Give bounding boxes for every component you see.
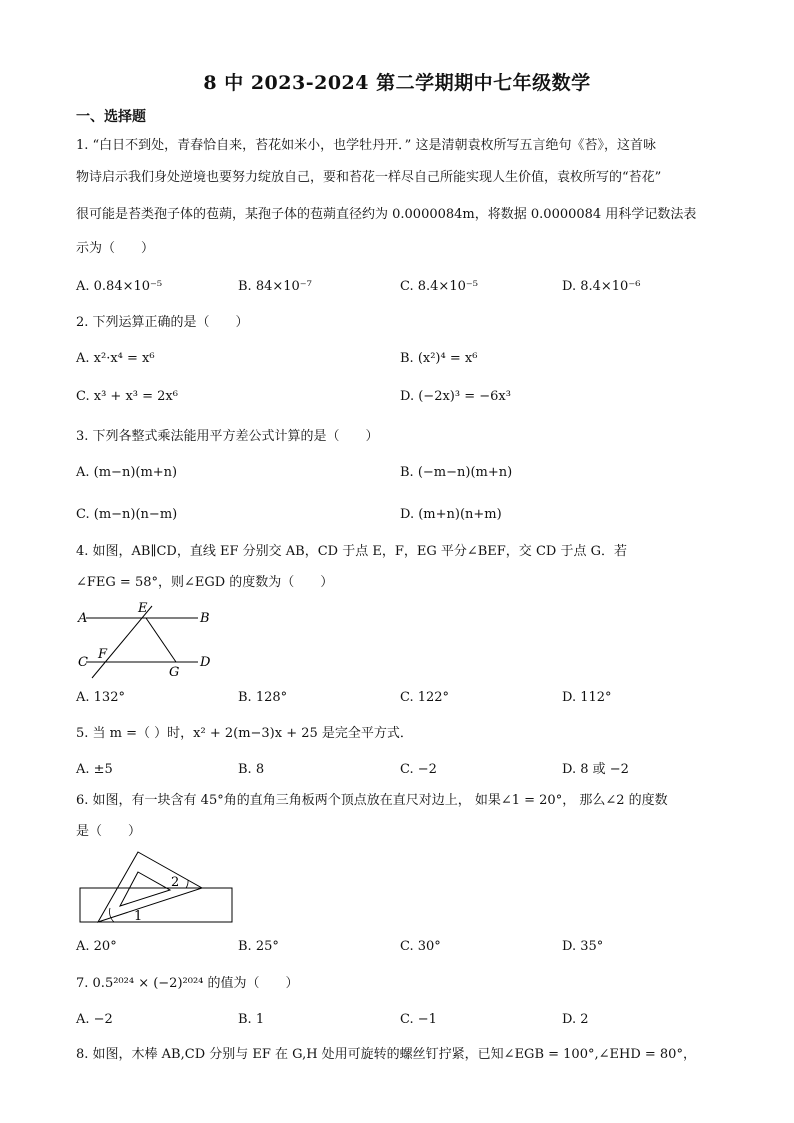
q3-option-d: D. (m+n)(n+m) [400,507,502,522]
q4-option-a: A. 132° [76,690,125,705]
q3-option-a: A. (m−n)(m+n) [76,465,178,480]
q2-option-a: A. x²·x⁴ = x⁶ [76,351,155,366]
page-title: 8 中 2023-2024 第二学期期中七年级数学 [203,72,591,94]
line-ef [92,606,152,678]
label-b: B [200,611,210,626]
q7-option-c: C. −1 [400,1012,437,1027]
q5-option-a: A. ±5 [76,762,113,777]
q1-line3: 很可能是苔类孢子体的苞蒴，某孢子体的苞蒴直径约为 0.0000084m，将数据 0.0000084 用科学记数法表 [76,207,697,222]
q1-line2: 物诗启示我们身处逆境也要努力绽放自己，要和苔花一样尽自己所能实现人生价值，袁枚所写的“苔花” [76,170,662,185]
label-d: D [200,655,211,670]
q1-option-d: D. 8.4×10⁻⁶ [562,279,641,294]
q2-option-d: D. (−2x)³ = −6x³ [400,389,511,404]
q6-figure [76,850,246,926]
q6-option-d: D. 35° [562,939,604,954]
q2-option-c: C. x³ + x³ = 2x⁶ [76,389,178,404]
q5-stem: 5. 当 m =（ ）时，x² + 2(m−3)x + 25 是完全平方式． [76,726,413,741]
label-c: C [78,655,88,670]
q4-figure [72,598,222,680]
q4-line2: ∠FEG = 58°，则∠EGD 的度数为（ ） [76,575,334,590]
q7-option-a: A. −2 [76,1012,113,1027]
q7-option-d: D. 2 [562,1012,589,1027]
q3-option-b: B. (−m−n)(m+n) [400,465,513,480]
angle-1-arc [109,908,114,922]
q4-option-b: B. 128° [238,690,288,705]
q6-line2: 是（ ） [76,824,142,839]
q3-option-c: C. (m−n)(n−m) [76,507,178,522]
q7-stem: 7. 0.5²⁰²⁴ × (−2)²⁰²⁴ 的值为（ ） [76,976,299,991]
q7-option-b: B. 1 [238,1012,265,1027]
q1-option-b: B. 84×10⁻⁷ [238,279,312,294]
q5-option-c: C. −2 [400,762,437,777]
q6-option-b: B. 25° [238,939,279,954]
q2-stem: 2. 下列运算正确的是（ ） [76,315,249,330]
q3-stem: 3. 下列各整式乘法能用平方差公式计算的是（ ） [76,429,379,444]
q1-option-a: A. 0.84×10⁻⁵ [76,279,163,294]
label-f: F [98,647,108,662]
q8-line1: 8. 如图，木棒 AB,CD 分别与 EF 在 G,H 处用可旋转的螺丝钉拧紧，已知∠EGB = 100°,∠EHD = 80°， [76,1047,696,1062]
label-g: G [169,665,180,680]
line-eg [146,618,176,662]
q4-option-c: C. 122° [400,690,450,705]
q1-line4: 示为（ ） [76,241,155,256]
q6-option-c: C. 30° [400,939,441,954]
q5-option-b: B. 8 [238,762,265,777]
q1-option-c: C. 8.4×10⁻⁵ [400,279,478,294]
q1-line1: 1. “白日不到处，青春恰自来，苔花如米小，也学牡丹开．” 这是清朝袁枚所写五言绝句《苔》，这首咏 [76,138,656,153]
angle-2-arc [186,880,188,888]
q5-option-d: D. 8 或 −2 [562,762,629,777]
label-angle-2: 2 [171,875,180,890]
label-a: A [78,611,88,626]
q4-option-d: D. 112° [562,690,612,705]
ruler [80,888,232,922]
q6-option-a: A. 20° [76,939,117,954]
q6-line1: 6. 如图，有一块含有 45°角的直角三角板两个顶点放在直尺对边上， 如果∠1 = 20°， 那么∠2 的度数 [76,793,668,808]
q2-option-b: B. (x²)⁴ = x⁶ [400,351,478,366]
section-heading: 一、选择题 [76,109,146,125]
label-angle-1: 1 [134,909,143,924]
q4-line1: 4. 如图，AB∥CD，直线 EF 分别交 AB，CD 于点 E，F，EG 平分∠BEF，交 CD 于点 G．若 [76,544,627,559]
label-e: E [138,601,148,616]
